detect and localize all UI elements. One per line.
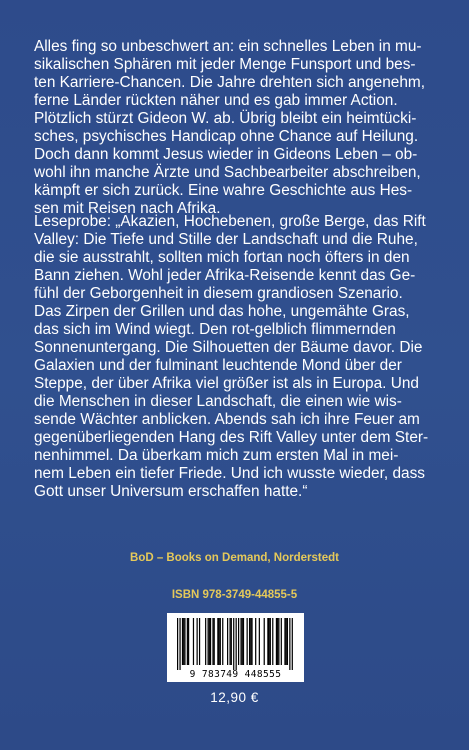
barcode-bar <box>184 618 185 665</box>
barcode-bar <box>270 618 271 665</box>
barcode-bar <box>250 618 251 665</box>
blurb-line: Plötzlich stürzt Gideon W. ab. Übrig bleibt ein heimtücki- <box>34 110 417 127</box>
barcode-bar <box>255 618 256 665</box>
barcode-bar <box>242 618 243 665</box>
blurb-line: kämpft er sich zurück. Eine wahre Geschichte aus Hes- <box>34 182 413 199</box>
blurb-line: wohl ihn manche Ärzte und Sachbearbeiter abschreiben, <box>34 164 421 181</box>
barcode-bar <box>251 618 252 665</box>
blurb-text <box>34 38 434 218</box>
excerpt-line: Gott unser Universum erschaffen hatte.“ <box>34 483 308 500</box>
barcode-bar <box>236 618 237 670</box>
excerpt-text <box>34 213 434 501</box>
barcode-bar <box>259 618 260 665</box>
barcode-bar <box>227 618 228 665</box>
price-label: 12,90 € <box>210 690 259 705</box>
barcode-bar <box>289 618 290 670</box>
barcode-bar <box>264 618 265 665</box>
excerpt-line: Das Zirpen der Grillen und das hohe, ungemähte Gras, <box>34 303 410 320</box>
blurb-line: ferne Länder rückten näher und es gab immer Action. <box>34 92 398 109</box>
excerpt-line: Leseprobe: „Akazien, Hochebenen, große Berge, das Rift <box>34 213 426 230</box>
barcode-bar <box>187 618 188 665</box>
barcode-bar <box>238 618 239 665</box>
excerpt-line: Steppe, der über Afrika viel größer ist als in Europa. Und <box>34 375 419 392</box>
barcode-bar <box>210 618 211 665</box>
blurb-line: Doch dann kommt Jesus wieder in Gideons Leben – ob- <box>34 146 418 163</box>
barcode-bar <box>243 618 244 665</box>
excerpt-line: Sonnenuntergang. Die Silhouetten der Bäume davor. Die <box>34 339 423 356</box>
barcode-bar <box>218 618 219 665</box>
barcode-bar <box>233 618 234 670</box>
barcode-bar <box>292 618 293 670</box>
barcode-bar <box>281 618 282 665</box>
barcode-bar <box>209 618 210 665</box>
barcode-bar <box>284 618 285 665</box>
barcode-digits: 9 783749 448555 <box>189 669 282 680</box>
barcode-bar <box>247 618 248 665</box>
excerpt-line: das sich im Wind wiegt. Den rot-gelblich flimmernden <box>34 321 396 338</box>
excerpt-line: gegenüberliegenden Hang des Rift Valley unter dem Ster- <box>34 429 429 446</box>
blurb-line: ten Karriere-Chancen. Die Jahre drehten sich angenehm, <box>34 74 425 91</box>
barcode-bar <box>277 618 278 665</box>
barcode-bar <box>197 618 198 665</box>
barcode-bar <box>193 618 194 665</box>
barcode-bar <box>272 618 273 665</box>
barcode-bars <box>167 613 304 671</box>
barcode-bar <box>183 618 184 665</box>
barcode-bar <box>267 618 268 665</box>
excerpt-line: fühl der Geborgenheit in diesem grandiosen Szenario. <box>34 285 403 302</box>
barcode-bar <box>286 618 287 665</box>
barcode-bar <box>222 618 223 665</box>
barcode-bar <box>231 618 232 665</box>
barcode-bar <box>217 618 218 665</box>
excerpt-line: Valley: Die Tiefe und Stille der Landschaft und die Ruhe, <box>34 231 418 248</box>
excerpt-line: die Menschen in dieser Landschaft, die einen wie wis- <box>34 393 402 410</box>
barcode-bar <box>287 618 288 665</box>
blurb-line: sches, psychisches Handicap ohne Chance auf Heilung. <box>34 128 419 145</box>
blurb-line: sen mit Reisen nach Afrika. <box>34 200 221 217</box>
barcode-bar <box>214 618 215 665</box>
barcode-bar <box>220 618 221 665</box>
barcode <box>167 613 304 682</box>
blurb-line: Alles fing so unbeschwert an: ein schnelles Leben in mu- <box>34 38 422 55</box>
barcode-bar <box>269 618 270 665</box>
excerpt-line: nenhimmel. Da überkam mich zum ersten Mal in mei- <box>34 447 399 464</box>
excerpt-line: die sie ausstrahlt, sollten mich fortan noch öfters in den <box>34 249 410 266</box>
excerpt-line: nem Leben ein tiefer Friede. Und ich wusste wieder, dass <box>34 465 425 482</box>
barcode-bar <box>179 618 180 670</box>
excerpt-line: Bann ziehen. Wohl jeder Afrika-Reisende kennt das Ge- <box>34 267 416 284</box>
barcode-bar <box>240 618 241 665</box>
barcode-bar <box>199 618 200 665</box>
barcode-bar <box>249 618 250 665</box>
excerpt-line: Galaxien und der fulminant leuchtende Mond über der <box>34 357 402 374</box>
barcode-bar <box>229 618 230 665</box>
barcode-bar <box>205 618 206 665</box>
barcode-bar <box>278 618 279 665</box>
barcode-bar <box>212 618 213 665</box>
barcode-bar <box>208 618 209 665</box>
blurb-line: sikalischen Sphären mit jeder Menge Funsport und bes- <box>34 56 416 73</box>
excerpt-line: sende Wächter anblicken. Abends sah ich ihre Feuer am <box>34 411 420 428</box>
publisher-label: BoD – Books on Demand, Norderstedt <box>130 552 339 564</box>
barcode-bar <box>177 618 178 670</box>
barcode-bar <box>188 618 189 665</box>
barcode-bar <box>276 618 277 665</box>
barcode-bar <box>182 618 183 665</box>
isbn-label: ISBN 978-3749-44855-5 <box>171 589 298 601</box>
